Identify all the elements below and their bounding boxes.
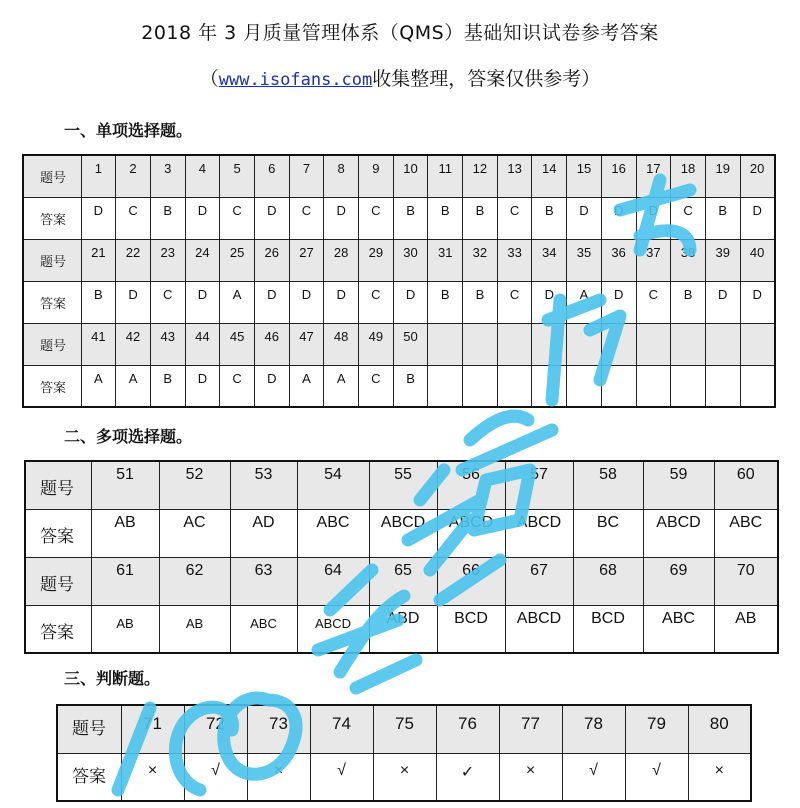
question-number-cell: 9 <box>359 155 394 197</box>
answer-cell: D <box>289 281 324 323</box>
question-number-cell: 80 <box>688 705 751 753</box>
answer-cell: C <box>289 197 324 239</box>
question-number-cell: 18 <box>671 155 706 197</box>
answer-cell: C <box>671 197 706 239</box>
question-number-cell <box>601 323 636 365</box>
question-number-cell: 10 <box>393 155 428 197</box>
answer-cell: B <box>150 197 185 239</box>
answer-cell: × <box>499 753 562 801</box>
answer-cell: B <box>705 197 740 239</box>
answer-cell: D <box>393 281 428 323</box>
question-number-cell: 16 <box>601 155 636 197</box>
answer-cell: ABC <box>297 509 369 557</box>
answer-label-text: 答案 <box>40 380 67 396</box>
number-label <box>57 705 121 753</box>
answer-cell: C <box>497 281 532 323</box>
question-number-cell: 30 <box>393 239 428 281</box>
question-number-cell: 40 <box>740 239 775 281</box>
section-multi-choice: 二、多项选择题。 <box>64 427 193 446</box>
answer-cell: B <box>393 197 428 239</box>
answer-cell: AC <box>159 509 230 557</box>
number-label-text: 题号 <box>40 338 67 354</box>
question-number-cell: 65 <box>369 557 437 605</box>
question-number-row <box>25 557 778 605</box>
answer-cell: × <box>247 753 310 801</box>
question-number-cell: 43 <box>150 323 185 365</box>
question-number-row <box>57 705 751 753</box>
question-number-cell: 24 <box>185 239 220 281</box>
question-number-cell: 46 <box>254 323 289 365</box>
question-number-cell: 61 <box>91 557 159 605</box>
question-number-cell <box>532 323 567 365</box>
question-number-cell: 58 <box>573 461 643 509</box>
question-number-cell: 8 <box>324 155 359 197</box>
question-number-cell: 64 <box>297 557 369 605</box>
answer-cell <box>497 365 532 407</box>
page-title: 2018 年 3 月质量管理体系（QMS）基础知识试卷参考答案 <box>141 22 659 44</box>
question-number-cell: 39 <box>705 239 740 281</box>
question-number-cell: 22 <box>116 239 151 281</box>
answer-cell: D <box>567 197 602 239</box>
question-number-cell: 6 <box>254 155 289 197</box>
answer-cell: C <box>359 365 394 407</box>
question-number-cell: 66 <box>437 557 505 605</box>
question-number-cell: 54 <box>297 461 369 509</box>
answer-cell: D <box>601 197 636 239</box>
question-number-cell: 53 <box>230 461 297 509</box>
source-link[interactable]: www.isofans.com <box>218 70 373 90</box>
answer-cell: AB <box>714 605 778 653</box>
question-number-cell: 4 <box>185 155 220 197</box>
answer-cell: B <box>671 281 706 323</box>
answer-label-text: 答案 <box>72 766 106 787</box>
question-number-cell: 69 <box>643 557 714 605</box>
answer-row <box>57 753 751 801</box>
question-number-cell: 63 <box>230 557 297 605</box>
question-number-cell: 59 <box>643 461 714 509</box>
question-number-cell: 77 <box>499 705 562 753</box>
answer-cell <box>671 365 706 407</box>
number-label <box>25 461 91 509</box>
answer-label-text: 答案 <box>40 526 74 547</box>
answer-cell <box>463 365 498 407</box>
answer-cell: C <box>497 197 532 239</box>
answer-cell: × <box>121 753 184 801</box>
answer-cell: ABC <box>643 605 714 653</box>
question-number-cell: 73 <box>247 705 310 753</box>
question-number-row <box>23 155 775 197</box>
question-number-cell <box>463 323 498 365</box>
answer-cell: D <box>324 197 359 239</box>
question-number-cell: 36 <box>601 239 636 281</box>
question-number-cell <box>567 323 602 365</box>
answer-cell: D <box>185 365 220 407</box>
answer-cell: ✓ <box>436 753 499 801</box>
question-number-cell: 76 <box>436 705 499 753</box>
section-single-choice: 一、单项选择题。 <box>64 121 193 140</box>
answer-label <box>23 365 81 407</box>
answer-cell: A <box>81 365 116 407</box>
question-number-cell: 45 <box>220 323 255 365</box>
number-label-text: 题号 <box>40 171 67 186</box>
answer-cell: √ <box>625 753 688 801</box>
question-number-cell: 49 <box>359 323 394 365</box>
question-number-cell: 70 <box>714 557 778 605</box>
answer-row <box>25 605 778 653</box>
answer-cell: BCD <box>437 605 505 653</box>
answer-row <box>23 197 775 239</box>
question-number-cell: 52 <box>159 461 230 509</box>
question-number-cell: 28 <box>324 239 359 281</box>
question-number-cell: 7 <box>289 155 324 197</box>
answer-cell: B <box>463 281 498 323</box>
question-number-cell: 26 <box>254 239 289 281</box>
answer-cell: B <box>428 281 463 323</box>
question-number-cell: 51 <box>91 461 159 509</box>
answer-cell: √ <box>562 753 625 801</box>
answer-label <box>57 753 121 801</box>
answer-label <box>23 281 81 323</box>
answer-cell: × <box>688 753 751 801</box>
answer-cell: D <box>532 281 567 323</box>
question-number-cell: 17 <box>636 155 671 197</box>
question-number-cell: 23 <box>150 239 185 281</box>
answer-cell: BC <box>573 509 643 557</box>
subtitle-open: （ <box>199 68 219 90</box>
question-number-cell: 25 <box>220 239 255 281</box>
answer-cell: × <box>373 753 436 801</box>
page-subtitle <box>0 64 800 91</box>
answer-cell: D <box>705 281 740 323</box>
number-label <box>25 557 91 605</box>
question-number-cell: 29 <box>359 239 394 281</box>
answer-cell: D <box>185 281 220 323</box>
question-number-cell: 37 <box>636 239 671 281</box>
answer-cell <box>740 365 775 407</box>
question-number-cell: 2 <box>116 155 151 197</box>
question-number-cell: 31 <box>428 239 463 281</box>
answer-cell: B <box>81 281 116 323</box>
number-label <box>23 323 81 365</box>
answer-cell: AB <box>91 509 159 557</box>
answer-cell: D <box>254 365 289 407</box>
question-number-cell: 27 <box>289 239 324 281</box>
answer-cell: ABC <box>230 605 297 653</box>
question-number-cell: 34 <box>532 239 567 281</box>
question-number-cell: 47 <box>289 323 324 365</box>
number-label <box>23 239 81 281</box>
answer-cell: AD <box>230 509 297 557</box>
answer-label <box>25 509 91 557</box>
number-label-text: 题号 <box>72 719 106 739</box>
answer-cell: A <box>567 281 602 323</box>
question-number-cell: 21 <box>81 239 116 281</box>
question-number-cell: 12 <box>463 155 498 197</box>
answer-cell: D <box>324 281 359 323</box>
answer-cell: B <box>532 197 567 239</box>
question-number-cell: 75 <box>373 705 436 753</box>
answer-cell: ABCD <box>505 509 573 557</box>
question-number-cell: 72 <box>184 705 247 753</box>
question-number-cell: 1 <box>81 155 116 197</box>
question-number-cell: 74 <box>310 705 373 753</box>
answer-cell: ABCD <box>643 509 714 557</box>
question-number-cell: 67 <box>505 557 573 605</box>
number-label-text: 题号 <box>40 254 67 270</box>
answer-label <box>23 197 81 239</box>
answer-cell: C <box>220 197 255 239</box>
answer-cell: D <box>254 197 289 239</box>
question-number-cell: 55 <box>369 461 437 509</box>
answer-cell: ABD <box>369 605 437 653</box>
question-number-cell: 35 <box>567 239 602 281</box>
question-number-cell: 19 <box>705 155 740 197</box>
answer-cell: ABC <box>714 509 778 557</box>
question-number-cell: 60 <box>714 461 778 509</box>
answer-cell: D <box>116 281 151 323</box>
subtitle-rest: 收集整理，答案仅供参考） <box>372 68 601 90</box>
question-number-cell: 13 <box>497 155 532 197</box>
answer-cell: B <box>428 197 463 239</box>
answer-cell: D <box>185 197 220 239</box>
answer-cell: C <box>150 281 185 323</box>
answer-cell: AB <box>91 605 159 653</box>
question-number-cell: 56 <box>437 461 505 509</box>
answer-cell <box>567 365 602 407</box>
question-number-cell: 48 <box>324 323 359 365</box>
number-label-text: 题号 <box>40 574 74 595</box>
answer-cell: D <box>740 281 775 323</box>
question-number-cell: 38 <box>671 239 706 281</box>
number-label <box>23 155 81 197</box>
answer-cell: √ <box>184 753 247 801</box>
question-number-row <box>23 239 775 281</box>
answer-label-text: 答案 <box>40 622 74 643</box>
question-number-cell: 32 <box>463 239 498 281</box>
answer-cell: ABCD <box>505 605 573 653</box>
question-number-cell <box>705 323 740 365</box>
answer-row <box>23 281 775 323</box>
answer-cell <box>601 365 636 407</box>
answer-cell: C <box>220 365 255 407</box>
answer-cell: C <box>359 197 394 239</box>
question-number-row <box>23 323 775 365</box>
section-judgement: 三、判断题。 <box>64 669 161 688</box>
question-number-row <box>25 461 778 509</box>
answer-cell <box>705 365 740 407</box>
answer-cell: ABCD <box>437 509 505 557</box>
answer-cell <box>532 365 567 407</box>
question-number-cell: 62 <box>159 557 230 605</box>
answer-label-text: 答案 <box>40 296 67 312</box>
question-number-cell: 11 <box>428 155 463 197</box>
answer-cell: A <box>220 281 255 323</box>
answer-cell: D <box>636 197 671 239</box>
answer-cell <box>636 365 671 407</box>
answer-cell: D <box>601 281 636 323</box>
answer-cell: ABCD <box>369 509 437 557</box>
single-choice-table <box>22 154 776 408</box>
question-number-cell: 3 <box>150 155 185 197</box>
answer-row <box>25 509 778 557</box>
answer-cell: C <box>116 197 151 239</box>
answer-cell: B <box>393 365 428 407</box>
question-number-cell: 68 <box>573 557 643 605</box>
question-number-cell <box>671 323 706 365</box>
judgement-table <box>56 704 752 802</box>
answer-cell: √ <box>310 753 373 801</box>
question-number-cell: 78 <box>562 705 625 753</box>
answer-label <box>25 605 91 653</box>
answer-cell: A <box>116 365 151 407</box>
answer-cell: A <box>289 365 324 407</box>
question-number-cell <box>740 323 775 365</box>
answer-cell: B <box>463 197 498 239</box>
answer-cell: C <box>636 281 671 323</box>
answer-cell <box>428 365 463 407</box>
answer-cell: C <box>359 281 394 323</box>
answer-row <box>23 365 775 407</box>
answer-cell: BCD <box>573 605 643 653</box>
answer-cell: D <box>81 197 116 239</box>
question-number-cell: 5 <box>220 155 255 197</box>
question-number-cell: 42 <box>116 323 151 365</box>
question-number-cell: 71 <box>121 705 184 753</box>
question-number-cell: 20 <box>740 155 775 197</box>
answer-cell: ABCD <box>297 605 369 653</box>
question-number-cell: 57 <box>505 461 573 509</box>
question-number-cell <box>497 323 532 365</box>
number-label-text: 题号 <box>40 479 74 499</box>
multi-choice-table <box>24 460 779 654</box>
answer-cell: D <box>254 281 289 323</box>
question-number-cell: 44 <box>185 323 220 365</box>
question-number-cell: 79 <box>625 705 688 753</box>
answer-label-text: 答案 <box>40 212 67 228</box>
question-number-cell: 33 <box>497 239 532 281</box>
question-number-cell: 50 <box>393 323 428 365</box>
question-number-cell <box>636 323 671 365</box>
question-number-cell <box>428 323 463 365</box>
question-number-cell: 14 <box>532 155 567 197</box>
answer-cell: B <box>150 365 185 407</box>
question-number-cell: 41 <box>81 323 116 365</box>
answer-cell: AB <box>159 605 230 653</box>
question-number-cell: 15 <box>567 155 602 197</box>
answer-cell: D <box>740 197 775 239</box>
answer-cell: A <box>324 365 359 407</box>
